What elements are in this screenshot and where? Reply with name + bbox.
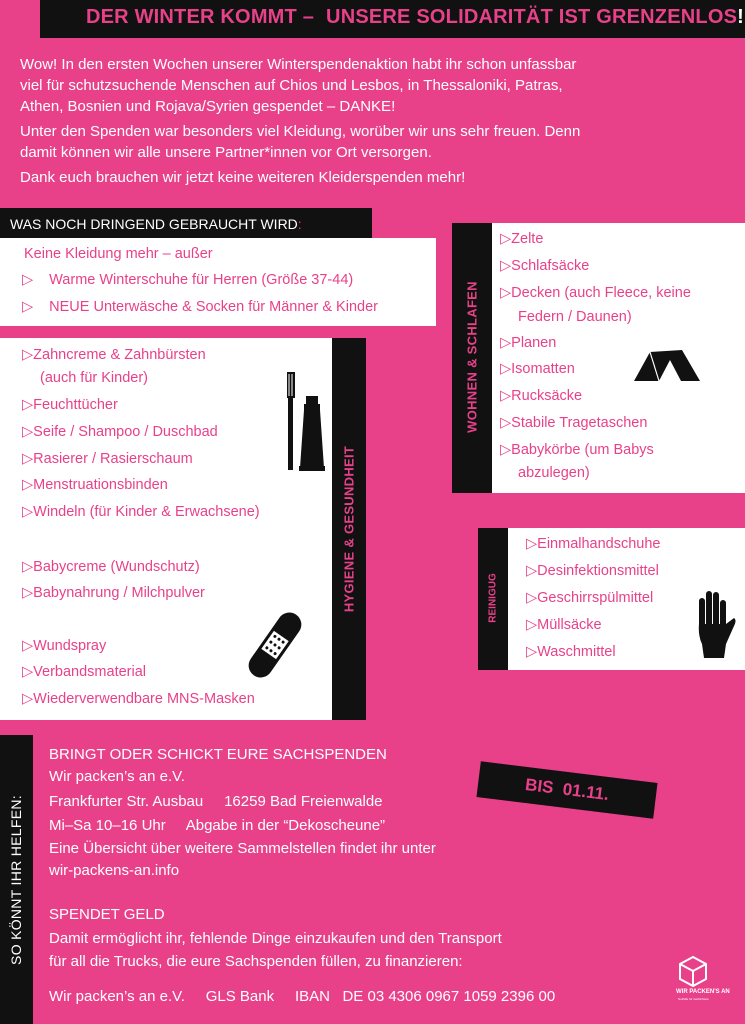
list-item: ▷Schlafsäcke	[500, 258, 590, 274]
list-item: ▷Zahncreme & Zahnbürsten	[22, 347, 206, 363]
help-label: SO KÖNNT IHR HELFEN:	[8, 795, 24, 965]
triangle-bullet-icon: ▷	[500, 258, 512, 274]
list-item: ▷Zelte	[500, 231, 544, 247]
triangle-bullet-icon: ▷	[22, 299, 34, 315]
list-item-cont: (auch für Kinder)	[40, 370, 148, 386]
reinigung-label: REINIGUG	[487, 573, 499, 623]
intro-line: Unter den Spenden war besonders viel Kleidung, worüber wir uns sehr freuen. Denn	[20, 123, 581, 140]
triangle-bullet-icon: ▷	[22, 451, 34, 467]
hygiene-label: HYGIENE & GESUNDHEIT	[341, 445, 357, 613]
list-item-cont: Federn / Daunen)	[518, 309, 632, 325]
help-line: Damit ermöglicht ihr, fehlende Dinge einzukaufen und den Transport	[49, 930, 502, 947]
page-title	[86, 6, 744, 29]
list-item: ▷Windeln (für Kinder & Erwachsene)	[22, 504, 260, 520]
list-item: ▷Geschirrspülmittel	[526, 590, 654, 606]
website-link[interactable]: wir-packens-an.info	[49, 862, 180, 879]
list-item: ▷ NEUE Unterwäsche & Socken für Männer & Kinder	[22, 299, 378, 315]
list-item: ▷Seife / Shampoo / Duschbad	[22, 424, 218, 440]
triangle-bullet-icon: ▷	[526, 536, 538, 552]
title-part-1: DER WINTER KOMMT –	[86, 6, 315, 28]
help-line: Eine Übersicht über weitere Sammelstellen findet ihr unter	[49, 840, 436, 857]
list-item: ▷Decken (auch Fleece, keine	[500, 285, 691, 301]
glove-icon	[690, 588, 740, 660]
triangle-bullet-icon: ▷	[500, 231, 512, 247]
list-item: ▷Planen	[500, 335, 557, 351]
list-item: ▷Stabile Tragetaschen	[500, 415, 648, 431]
clothing-intro: Keine Kleidung mehr – außer	[24, 246, 213, 262]
help-heading-donations: BRINGT ODER SCHICKT EURE SACHSPENDEN	[49, 746, 387, 763]
list-item: ▷Waschmittel	[526, 644, 616, 660]
list-item: ▷Müllsäcke	[526, 617, 602, 633]
box-logo-icon	[678, 955, 708, 987]
list-item: ▷Einmalhandschuhe	[526, 536, 661, 552]
logo-tagline: Nothilfe für Geflüchtete	[678, 997, 709, 1001]
wohnen-label: WOHNEN & SCHLAFEN	[464, 281, 480, 433]
list-item: ▷ Warme Winterschuhe für Herren (Größe 37-44)	[22, 272, 354, 288]
triangle-bullet-icon: ▷	[22, 397, 34, 413]
triangle-bullet-icon: ▷	[22, 504, 34, 520]
needed-heading-label: WAS NOCH DRINGEND GEBRAUCHT WIRD	[10, 216, 298, 232]
intro-line: viel für schutzsuchende Menschen auf Chios und Lesbos, in Thessaloniki, Patras,	[20, 77, 563, 94]
intro-text	[20, 54, 710, 188]
triangle-bullet-icon: ▷	[22, 559, 34, 575]
triangle-bullet-icon: ▷	[500, 388, 512, 404]
help-line: für all die Trucks, die eure Sachspenden füllen, zu finanzieren:	[49, 953, 463, 970]
intro-line: Dank euch brauchen wir jetzt keine weiteren Kleiderspenden mehr!	[20, 169, 466, 186]
triangle-bullet-icon: ▷	[526, 563, 538, 579]
bandage-icon	[240, 604, 310, 686]
logo-name: WIR PACKEN'S AN	[676, 989, 730, 995]
list-item: ▷Rasierer / Rasierschaum	[22, 451, 193, 467]
triangle-bullet-icon: ▷	[22, 585, 34, 601]
triangle-bullet-icon: ▷	[22, 477, 34, 493]
triangle-bullet-icon: ▷	[500, 415, 512, 431]
tent-icon	[632, 348, 702, 382]
triangle-bullet-icon: ▷	[526, 590, 538, 606]
list-item: ▷Menstruationsbinden	[22, 477, 168, 493]
list-item: ▷Babynahrung / Milchpulver	[22, 585, 205, 601]
triangle-bullet-icon: ▷	[22, 691, 34, 707]
triangle-bullet-icon: ▷	[500, 285, 512, 301]
triangle-bullet-icon: ▷	[22, 638, 34, 654]
triangle-bullet-icon: ▷	[500, 361, 512, 377]
intro-line: Athen, Bosnien und Rojava/Syrien gespendet – DANKE!	[20, 98, 396, 115]
intro-line: Wow! In den ersten Wochen unserer Winterspendenaktion habt ihr schon unfassbar	[20, 56, 577, 73]
list-item: ▷Rucksäcke	[500, 388, 583, 404]
bank-details: Wir packen’s an e.V. GLS Bank IBAN DE 03 4306 0967 1059 2396 00	[49, 988, 556, 1005]
list-item: ▷Feuchttücher	[22, 397, 118, 413]
triangle-bullet-icon: ▷	[22, 347, 34, 363]
help-heading-money: SPENDET GELD	[49, 906, 165, 923]
needed-heading	[10, 216, 302, 232]
list-item: ▷Desinfektionsmittel	[526, 563, 659, 579]
help-line: Wir packen’s an e.V.	[49, 768, 185, 785]
deadline-text: BIS 01.11.	[524, 774, 610, 805]
help-line: Mi–Sa 10–16 Uhr Abgabe in der “Dekoscheune”	[49, 817, 386, 834]
list-item-cont: abzulegen)	[518, 465, 590, 481]
intro-line: damit können wir alle unsere Partner*innen vor Ort versorgen.	[20, 144, 432, 161]
triangle-bullet-icon: ▷	[500, 442, 512, 458]
list-item: ▷Isomatten	[500, 361, 575, 377]
list-item: ▷Verbandsmaterial	[22, 664, 146, 680]
title-exclamation: !	[737, 6, 744, 28]
needed-heading-colon: :	[297, 216, 302, 232]
list-item: ▷Wundspray	[22, 638, 107, 654]
list-item: ▷Babycreme (Wundschutz)	[22, 559, 200, 575]
triangle-bullet-icon: ▷	[22, 664, 34, 680]
triangle-bullet-icon: ▷	[500, 335, 512, 351]
help-line: Frankfurter Str. Ausbau 16259 Bad Freienwalde	[49, 793, 383, 810]
triangle-bullet-icon: ▷	[526, 617, 538, 633]
triangle-bullet-icon: ▷	[526, 644, 538, 660]
triangle-bullet-icon: ▷	[22, 272, 34, 288]
list-item: ▷Wiederverwendbare MNS-Masken	[22, 691, 255, 707]
title-part-2: UNSERE SOLIDARITÄT IST GRENZENLOS	[326, 6, 738, 28]
triangle-bullet-icon: ▷	[22, 424, 34, 440]
list-item: ▷Babykörbe (um Babys	[500, 442, 654, 458]
toothpaste-icon	[296, 396, 328, 474]
